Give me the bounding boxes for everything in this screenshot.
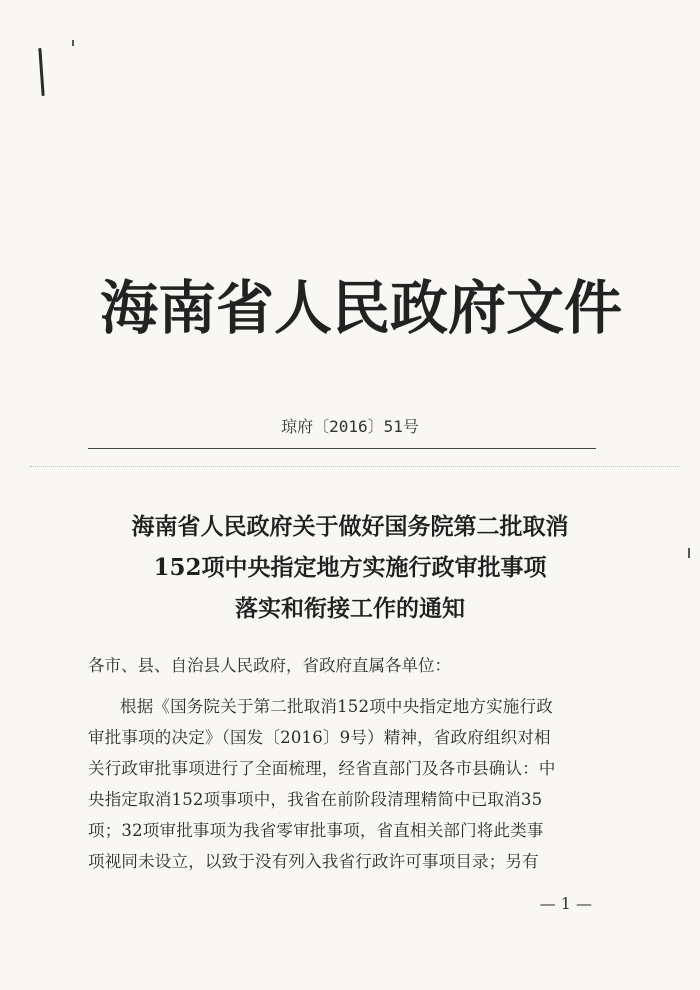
- title-line: 152项中央指定地方实施行政审批事项: [153, 554, 547, 581]
- page-number: — 1 —: [539, 894, 592, 913]
- document-body: [88, 650, 613, 877]
- body-line: 项视同未设立，以致于没有列入我省行政许可事项目录；另有: [88, 852, 539, 871]
- title-line: 海南省人民政府关于做好国务院第二批取消: [131, 513, 569, 540]
- document-title: [40, 506, 660, 629]
- salutation: 各市、县、自治县人民政府，省政府直属各单位：: [88, 656, 451, 675]
- body-line: 项；32项审批事项为我省零审批事项，省直相关部门将此类事: [88, 821, 544, 840]
- title-line: 落实和衔接工作的通知: [235, 595, 465, 622]
- document-number: 琼府〔2016〕51号: [281, 417, 419, 436]
- scan-dot: [688, 548, 690, 558]
- body-line: 根据《国务院关于第二批取消152项中央指定地方实施行政: [120, 697, 553, 716]
- separator-line: [88, 448, 596, 449]
- body-line: 关行政审批事项进行了全面梳理，经省直部门及各市县确认：中: [88, 759, 556, 778]
- body-line: 央指定取消152项事项中，我省在前阶段清理精简中已取消35: [88, 790, 543, 809]
- letterhead-title: 海南省人民政府文件: [100, 274, 623, 342]
- scan-dot: [72, 40, 74, 46]
- scan-dotted-line: [30, 466, 680, 467]
- body-line: 审批事项的决定》（国发〔2016〕9号）精神，省政府组织对相: [88, 728, 551, 747]
- scan-mark: [38, 48, 44, 96]
